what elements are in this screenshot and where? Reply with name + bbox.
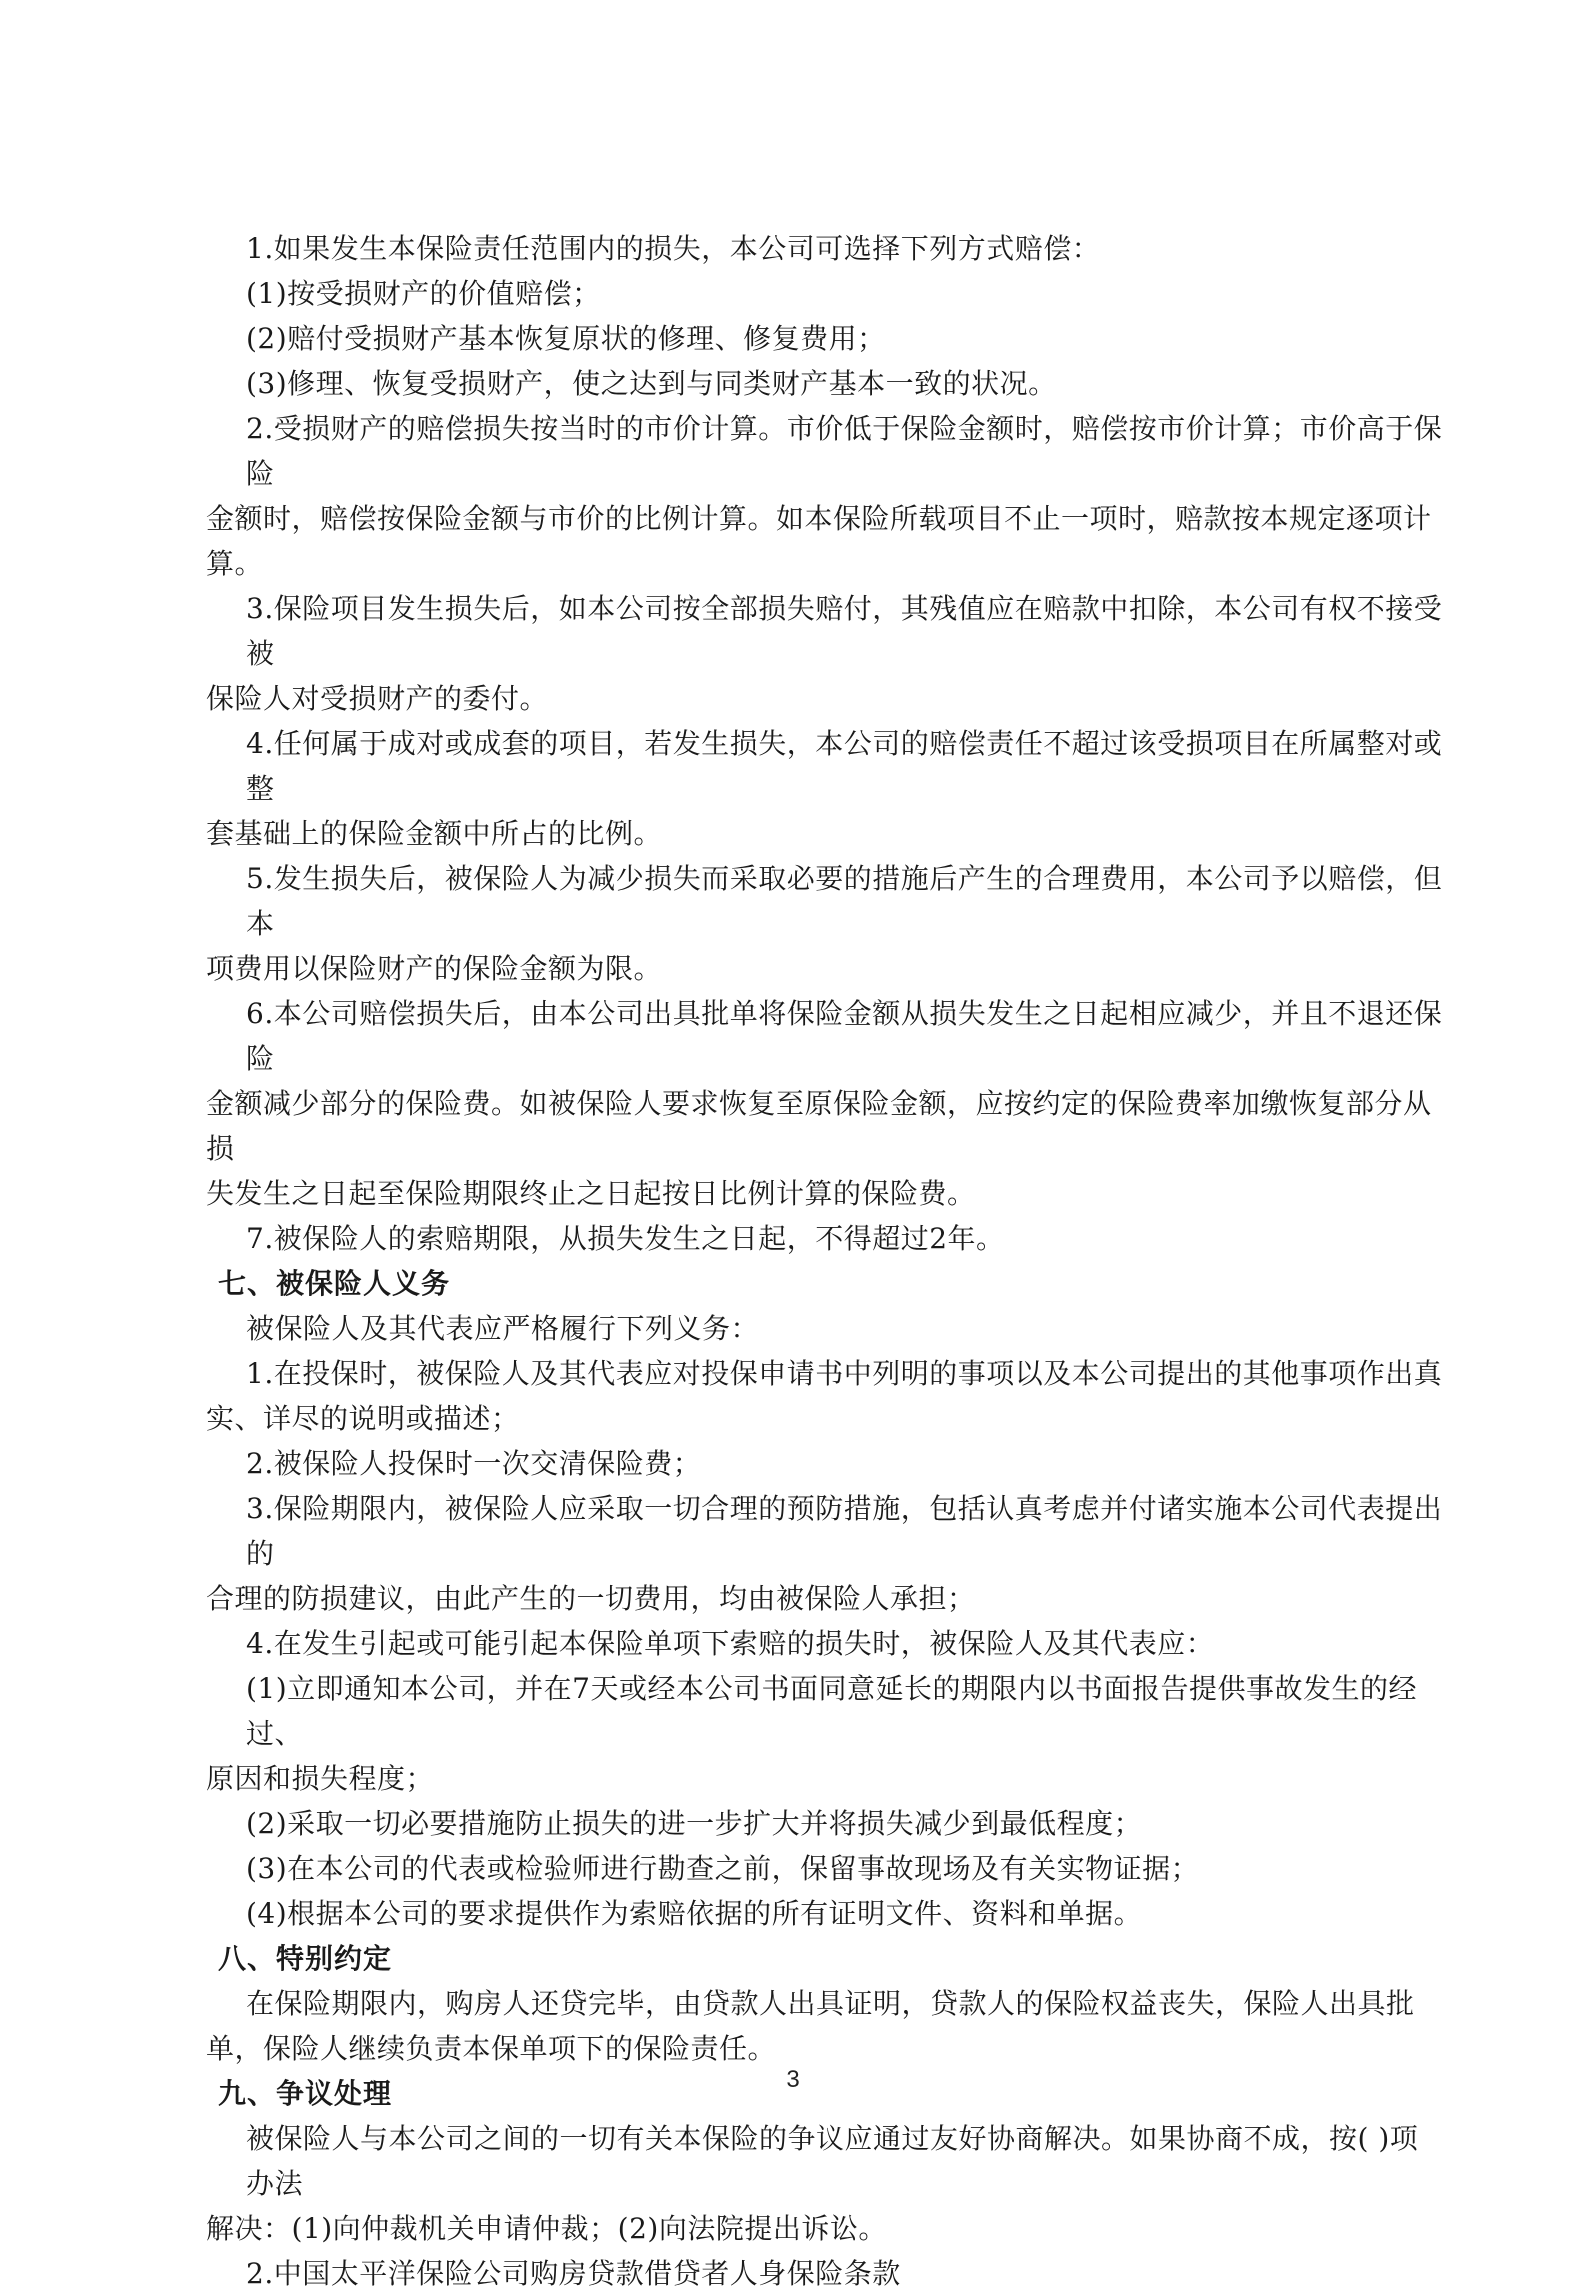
paragraph-first-line: (4)根据本公司的要求提供作为索赔依据的所有证明文件、资料和单据。 (246, 1897, 1143, 1930)
paragraph-continuation-line: 失发生之日起至保险期限终止之日起按日比例计算的保险费。 (206, 1177, 976, 1210)
paragraph-first-line: 4.在发生引起或可能引起本保险单项下索赔的损失时，被保险人及其代表应： (246, 1627, 1215, 1660)
paragraph-continuation-line: 实、详尽的说明或描述； (206, 1402, 520, 1435)
paragraph-continuation-line: 套基础上的保险金额中所占的比例。 (206, 817, 663, 850)
paragraph-first-line: (1)按受损财产的价值赔偿； (246, 277, 601, 310)
paragraph-continuation-line: 原因和损失程度； (206, 1762, 435, 1795)
paragraph-continuation-line: 金额减少部分的保险费。如被保险人要求恢复至原保险金额，应按约定的保险费率加缴恢复部分从损 (206, 1087, 1432, 1165)
paragraph-first-line: 7.被保险人的索赔期限，从损失发生之日起，不得超过2年。 (246, 1222, 1005, 1255)
paragraph-continuation-line: 保险人对受损财产的委付。 (206, 682, 549, 715)
paragraph-first-line: 2.受损财产的赔偿损失按当时的市价计算。市价低于保险金额时，赔偿按市价计算；市价高于保险 (246, 412, 1443, 490)
paragraph-first-line: (2)赔付受损财产基本恢复原状的修理、修复费用； (246, 322, 886, 355)
paragraph-first-line: 3.保险期限内，被保险人应采取一切合理的预防措施，包括认真考虑并付诸实施本公司代表提出的 (246, 1492, 1443, 1570)
paragraph-first-line: 被保险人及其代表应严格履行下列义务： (246, 1312, 760, 1345)
paragraph-continuation-line: 合理的防损建议，由此产生的一切费用，均由被保险人承担； (206, 1582, 976, 1615)
paragraph-continuation-line: 金额时，赔偿按保险金额与市价的比例计算。如本保险所载项目不止一项时，赔款按本规定逐项计 (206, 502, 1432, 535)
paragraph-first-line: 5.发生损失后，被保险人为减少损失而采取必要的措施后产生的合理费用，本公司予以赔偿，但本 (246, 862, 1443, 940)
paragraph-continuation-line: 单，保险人继续负责本保单项下的保险责任。 (206, 2032, 777, 2065)
section-heading: 九、争议处理 (218, 2077, 393, 2110)
paragraph-first-line: (3)在本公司的代表或检验师进行勘查之前，保留事故现场及有关实物证据； (246, 1852, 1200, 1885)
paragraph-first-line: (3)修理、恢复受损财产，使之达到与同类财产基本一致的状况。 (246, 367, 1057, 400)
paragraph-continuation-line: 解决：(1)向仲裁机关申请仲裁；(2)向法院提出诉讼。 (206, 2212, 887, 2245)
paragraph-first-line: 2.中国太平洋保险公司购房贷款借贷者人身保险条款 (246, 2257, 901, 2290)
paragraph-continuation-line: 项费用以保险财产的保险金额为限。 (206, 952, 663, 985)
section-heading: 八、特别约定 (218, 1942, 393, 1975)
paragraph-first-line: 6.本公司赔偿损失后，由本公司出具批单将保险金额从损失发生之日起相应减少，并且不退还保险 (246, 997, 1443, 1075)
page-number: 3 (786, 2066, 800, 2093)
section-heading: 七、被保险人义务 (218, 1267, 451, 1300)
paragraph-first-line: 3.保险项目发生损失后，如本公司按全部损失赔付，其残值应在赔款中扣除，本公司有权不接受被 (246, 592, 1443, 670)
paragraph-first-line: 1.在投保时，被保险人及其代表应对投保申请书中列明的事项以及本公司提出的其他事项作出真 (246, 1357, 1443, 1390)
paragraph-first-line: 4.任何属于成对或成套的项目，若发生损失，本公司的赔偿责任不超过该受损项目在所属整对或整 (246, 727, 1443, 805)
paragraph-first-line: 在保险期限内，购房人还贷完毕，由贷款人出具证明，贷款人的保险权益丧失，保险人出具批 (246, 1987, 1415, 2020)
document-body (206, 226, 1446, 2296)
paragraph-first-line: 2.被保险人投保时一次交清保险费； (246, 1447, 702, 1480)
paragraph-first-line: (2)采取一切必要措施防止损失的进一步扩大并将损失减少到最低程度； (246, 1807, 1143, 1840)
paragraph-first-line: 1.如果发生本保险责任范围内的损失，本公司可选择下列方式赔偿： (246, 232, 1101, 265)
paragraph-first-line: 被保险人与本公司之间的一切有关本保险的争议应通过友好协商解决。如果协商不成，按( )项办法 (246, 2122, 1419, 2200)
paragraph-first-line: (1)立即通知本公司，并在7天或经本公司书面同意延长的期限内以书面报告提供事故发生的经过、 (246, 1672, 1417, 1750)
paragraph-continuation-line: 算。 (206, 547, 264, 580)
